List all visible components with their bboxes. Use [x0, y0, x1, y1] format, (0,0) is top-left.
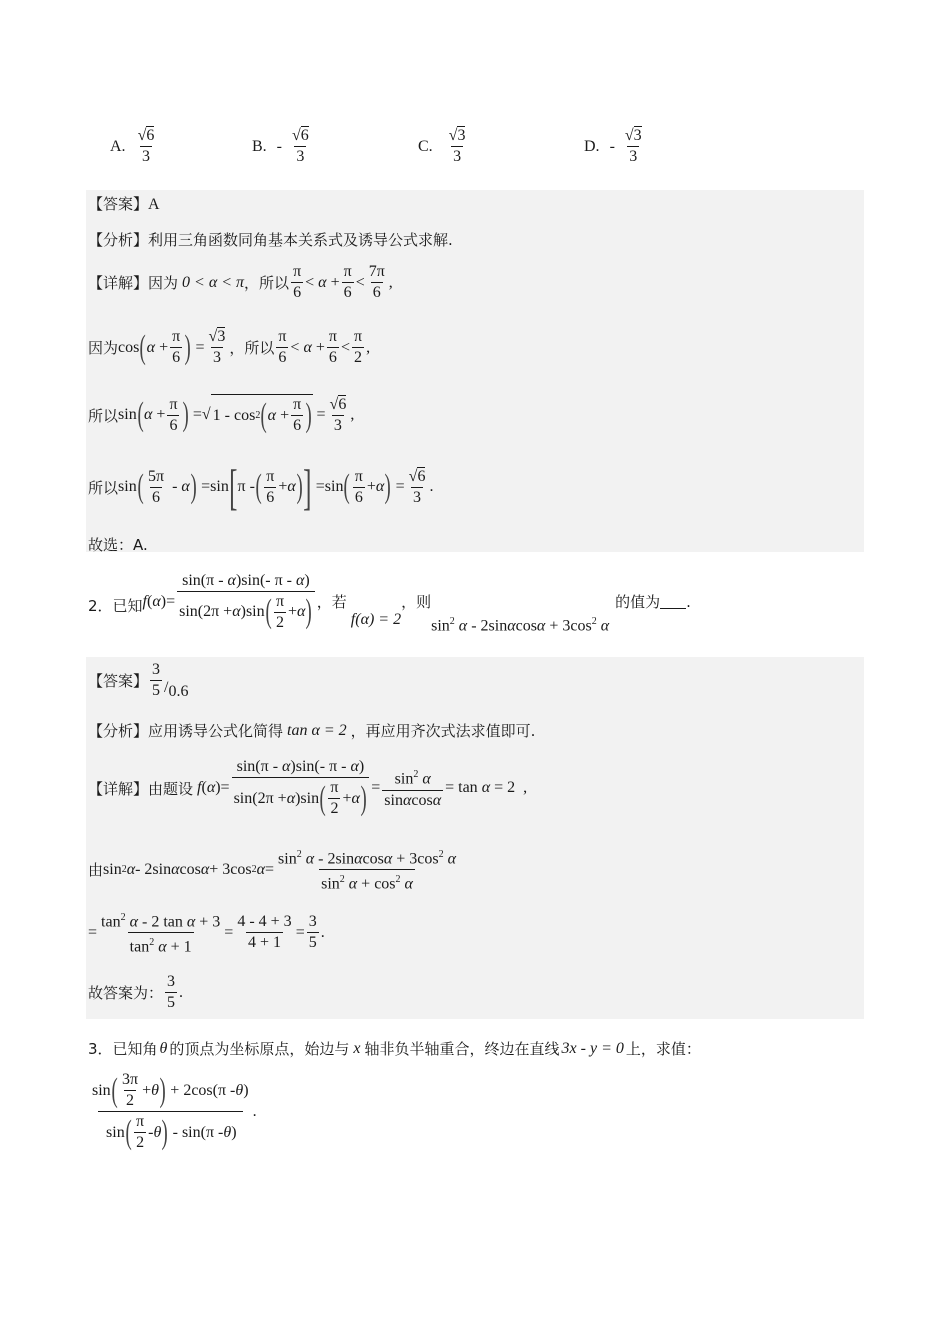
- q1-answer-line: [88, 193, 160, 214]
- choice-b-value: $\frac{√6}{3}$: [292, 127, 309, 165]
- choice-c-den: 3: [453, 148, 462, 165]
- q1-analysis-line: [88, 229, 453, 250]
- choice-b-den: 3: [296, 148, 305, 165]
- choice-b-sign: -: [276, 137, 282, 155]
- q2-homogeneous-form: sin 2 α - 2sin α cos α + 3cos 2 α = $\frac{\sin^2 \alpha - 2\sin\alpha\cos\alpha + 3\cos^2 \alpha}{\sin^2 \alpha + \cos^2 \alpha}$: [103, 849, 457, 893]
- choice-a[interactable]: [110, 126, 158, 167]
- q2-analysis-tag: 【分析】: [88, 722, 149, 740]
- q2-end: .: [686, 592, 691, 611]
- choice-c-num: 3: [457, 127, 466, 144]
- q2-analysis-b: tan α = 2: [287, 721, 347, 739]
- q2-detail-line-1: [88, 757, 527, 819]
- q2-final-line: [88, 972, 183, 1013]
- q1-so: ，所以: [244, 274, 290, 292]
- q1-answer: A: [148, 196, 160, 213]
- choice-a-den: 3: [141, 148, 150, 165]
- q2-analysis-c: ，再应用齐次式法求值即可.: [350, 722, 536, 740]
- q3-end: .: [252, 1102, 257, 1120]
- choice-d-den: 3: [629, 148, 638, 165]
- q2-detail-prefix: 由题设: [148, 779, 194, 798]
- q1-detail-line-2: [88, 327, 370, 368]
- q2-answer-den: 5: [152, 682, 161, 699]
- q1-inequality-2: $\frac{\pi}{6}$ < α + $\frac{\pi}{6}$ < $\frac{\pi}{2}$ ,: [278, 328, 371, 366]
- q3-text-d: 上，求值：: [625, 1040, 701, 1058]
- q3-theta: θ: [159, 1039, 168, 1057]
- q2-statement: [88, 568, 691, 635]
- q2-detail-tag: 【详解】: [88, 779, 149, 798]
- choice-d-value: $\frac{√3}{3}$: [624, 127, 642, 165]
- q1-answer-tag: 【答案】: [88, 195, 149, 213]
- q2-analysis-line: [88, 720, 535, 741]
- q2-answer-tag: 【答案】: [88, 672, 149, 690]
- q2-final-prefix: 故答案为：: [88, 984, 164, 1002]
- q2-target-expression: $\sin^2 \alpha - 2\sin\alpha\cos\alpha + 3\cos^2$ α: [431, 616, 610, 635]
- q3-expression: sin ( $\frac{3\pi}{2}$ + θ ) + 2cos(π - θ ) sin ( $\frac{\pi}{2}$ - θ ) - sin(π - θ ) .: [92, 1071, 257, 1151]
- q1-condition: 0 < α < π: [182, 273, 245, 291]
- q2-final-fraction: [165, 972, 177, 1013]
- choice-d[interactable]: [584, 126, 646, 167]
- choice-c-value: $\frac{√3}{3}$: [448, 127, 466, 165]
- choice-c[interactable]: [418, 126, 469, 167]
- q1-detail-line-1: [88, 262, 393, 303]
- choice-c-label: C.: [418, 137, 433, 155]
- q1-detail-line-3: [88, 394, 354, 436]
- q1-line4-prefix: 所以: [88, 478, 119, 497]
- q2-solution-block: [86, 657, 864, 1019]
- q2-detail-line-3: = $\frac{\tan^2 \alpha - 2 \tan \alpha + 3}{\tan^2 \alpha + 1}$ = $\frac{4 - 4 + 3}{4 + 1}$ = $\frac{3}{5}$ .: [88, 912, 325, 956]
- q2-simplification: f ( α )= sin(π - α)sin(- π - α) sin(2π + α )sin ( $\frac{\pi}{2}$ + α ) = $\frac{\sin^2 \alpha}{\sin\alpha\cos\alpha}$ = tan α = 2 ,: [197, 758, 528, 817]
- q2-function-def: f ( α )= sin(π - α)sin(- π - α) sin(2π + α )sin ( $\frac{\pi}{2}$ + α ): [143, 571, 317, 633]
- q2-answer-num: 3: [152, 661, 161, 678]
- q1-detail-prefix: 因为: [148, 274, 179, 292]
- q3-text-a: 3．已知角: [88, 1040, 158, 1058]
- choice-b-num: 6: [300, 127, 309, 144]
- q2-final-den: 5: [167, 994, 176, 1011]
- q2-answer-blank[interactable]: [660, 594, 686, 609]
- q2-detail-line-2: [88, 845, 460, 895]
- q1-detail-line-4: [88, 460, 433, 514]
- choice-a-value: $\frac{√6}{3}$: [137, 127, 155, 165]
- q1-final-equation: sin ( $\frac{5\pi}{6}$ - α ) =sin [ π - ( $\frac{\pi}{6}$ + α ) ] =sin ( $\frac{\pi}{6}$ + α ) = $\frac{√6}{3}$ .: [118, 459, 434, 515]
- q1-cos-equation: cos ( α + $\frac{\pi}{6}$ ) = $\frac{√3}{3}$: [118, 328, 226, 366]
- choice-d-num: 3: [633, 127, 642, 144]
- q1-sin-equation: sin ( α + $\frac{\pi}{6}$ ) =√ 1 - cos 2 ( α + $\frac{\pi}{6}$ ) = $\frac{√6}{3}$ ,: [118, 395, 355, 434]
- q3-statement: [88, 1038, 701, 1059]
- choice-d-sign: -: [609, 137, 615, 155]
- choice-d-label: D.: [584, 137, 600, 155]
- q1-line2-mid: ，所以: [229, 339, 275, 357]
- q2-answer-fraction: [150, 660, 162, 701]
- q2-final-end: .: [179, 983, 184, 1001]
- q1-line3-prefix: 所以: [88, 406, 119, 425]
- choice-a-num: 6: [146, 127, 155, 144]
- choice-b-label: B.: [252, 137, 267, 155]
- q3-text-b: 的顶点为坐标原点，始边与: [169, 1040, 350, 1058]
- q2-number: 2．已知: [88, 597, 143, 616]
- q2-then: ，则: [401, 593, 432, 612]
- q3-line: 3x - y = 0: [561, 1039, 624, 1057]
- q3-x: x: [353, 1039, 361, 1057]
- q1-analysis: 利用三角函数同角基本关系式及诱导公式求解.: [148, 231, 453, 249]
- q2-analysis-a: 应用诱导公式化简得: [148, 722, 284, 740]
- q1-line2-prefix: 因为: [88, 339, 119, 357]
- q2-answer-line: 【答案】 $\frac{3}{5}$ / 0.6: [88, 661, 189, 700]
- q2-condition: f(α) = 2: [350, 610, 402, 628]
- q2-if: ，若: [316, 593, 347, 612]
- q1-analysis-tag: 【分析】: [88, 231, 149, 249]
- q2-final-num: 3: [167, 973, 176, 990]
- q3-text-c: 轴非负半轴重合，终边在直线: [364, 1040, 560, 1058]
- choice-a-label: A.: [110, 137, 126, 155]
- q2-line2-prefix: 由: [88, 861, 104, 880]
- q2-value-of: 的值为: [615, 593, 661, 612]
- q1-choose: 故选：A.: [88, 536, 148, 554]
- choice-b[interactable]: [252, 126, 313, 167]
- q1-inequality-1: $\frac{\pi}{6}$ < α + $\frac{\pi}{6}$ < $\frac{7\pi}{6}$ ,: [293, 263, 393, 301]
- q1-detail-tag: 【详解】: [88, 274, 149, 292]
- q2-answer-alt: 0.6: [168, 682, 189, 700]
